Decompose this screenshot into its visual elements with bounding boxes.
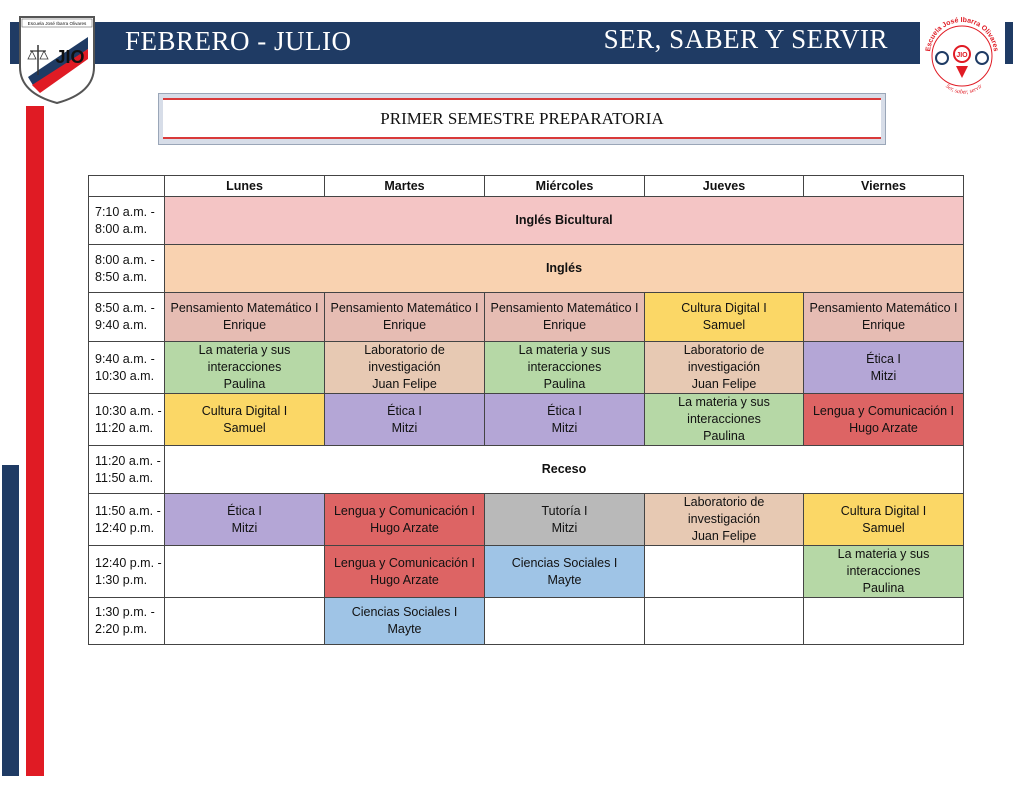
svg-text:JIO: JIO (956, 52, 968, 59)
class-cell: Ciencias Sociales I Mayte (325, 598, 485, 645)
school-shield-logo (18, 15, 96, 105)
class-cell: Cultura Digital I Samuel (165, 394, 325, 446)
class-cell: Lengua y Comunicación I Hugo Arzate (804, 394, 964, 446)
time-cell: 7:10 a.m. - 8:00 a.m. (89, 197, 165, 245)
semester-title: PRIMER SEMESTRE PREPARATORIA (163, 98, 881, 139)
class-cell: Laboratorio de investigación Juan Felipe (645, 494, 804, 546)
class-cell: La materia y sus interacciones Paulina (645, 394, 804, 446)
side-blue-bar (2, 465, 19, 776)
class-cell: Laboratorio de investigación Juan Felipe (325, 342, 485, 394)
class-cell: Ciencias Sociales I Mayte (485, 546, 645, 598)
table-row (89, 494, 964, 546)
class-cell: Pensamiento Matemático I Enrique (804, 293, 964, 342)
time-cell: 1:30 p.m. - 2:20 p.m. (89, 598, 165, 645)
time-cell: 11:20 a.m. - 11:50 a.m. (89, 446, 165, 494)
logo-initials: JIO (55, 47, 85, 67)
svg-text:Escuela José Ibarra Olivares: Escuela José Ibarra Olivares (925, 16, 999, 52)
time-cell: 11:50 a.m. - 12:40 p.m. (89, 494, 165, 546)
empty-cell (645, 546, 804, 598)
class-cell: La materia y sus interacciones Paulina (485, 342, 645, 394)
time-cell: 8:50 a.m. - 9:40 a.m. (89, 293, 165, 342)
class-cell: Cultura Digital I Samuel (645, 293, 804, 342)
day-header: Miércoles (485, 176, 645, 197)
empty-cell (485, 598, 645, 645)
empty-cell (645, 598, 804, 645)
empty-cell (165, 546, 325, 598)
svg-text:Ser, saber, servir: Ser, saber, servir (944, 83, 984, 96)
time-cell: 9:40 a.m. - 10:30 a.m. (89, 342, 165, 394)
empty-cell (804, 598, 964, 645)
time-cell: 12:40 p.m. - 1:30 p.m. (89, 546, 165, 598)
header-period: FEBRERO - JULIO (125, 26, 352, 56)
class-cell: Tutoría I Mitzi (485, 494, 645, 546)
side-red-bar (26, 106, 44, 776)
recess-cell: Receso (165, 446, 964, 494)
empty-cell (165, 598, 325, 645)
title-box (158, 93, 886, 145)
schedule-table (88, 175, 964, 645)
table-row (89, 342, 964, 394)
class-cell: Pensamiento Matemático I Enrique (165, 293, 325, 342)
day-header: Martes (325, 176, 485, 197)
class-cell: Pensamiento Matemático I Enrique (325, 293, 485, 342)
table-row (89, 293, 964, 342)
table-row (89, 598, 964, 645)
table-row (89, 394, 964, 446)
table-row (89, 245, 964, 293)
table-row (89, 546, 964, 598)
class-cell: Ética I Mitzi (325, 394, 485, 446)
class-cell: Lengua y Comunicación I Hugo Arzate (325, 494, 485, 546)
class-cell: Laboratorio de investigación Juan Felipe (645, 342, 804, 394)
class-cell: Ética I Mitzi (804, 342, 964, 394)
class-cell: Lengua y Comunicación I Hugo Arzate (325, 546, 485, 598)
day-header: Jueves (645, 176, 804, 197)
class-cell: Inglés Bicultural (165, 197, 964, 245)
day-header: Viernes (804, 176, 964, 197)
corner-cell (89, 176, 165, 197)
table-row (89, 197, 964, 245)
table-row (89, 446, 964, 494)
header-motto: SER, SABER Y SERVIR (603, 24, 888, 54)
class-cell: Cultura Digital I Samuel (804, 494, 964, 546)
class-cell: Inglés (165, 245, 964, 293)
class-cell: La materia y sus interacciones Paulina (804, 546, 964, 598)
header-row (89, 176, 964, 197)
class-cell: Pensamiento Matemático I Enrique (485, 293, 645, 342)
time-cell: 8:00 a.m. - 8:50 a.m. (89, 245, 165, 293)
school-seal-logo (920, 14, 1005, 99)
day-header: Lunes (165, 176, 325, 197)
class-cell: Ética I Mitzi (165, 494, 325, 546)
svg-text:Escuela José Ibarra Olivares: Escuela José Ibarra Olivares (27, 21, 87, 26)
class-cell: Ética I Mitzi (485, 394, 645, 446)
time-cell: 10:30 a.m. - 11:20 a.m. (89, 394, 165, 446)
class-cell: La materia y sus interacciones Paulina (165, 342, 325, 394)
